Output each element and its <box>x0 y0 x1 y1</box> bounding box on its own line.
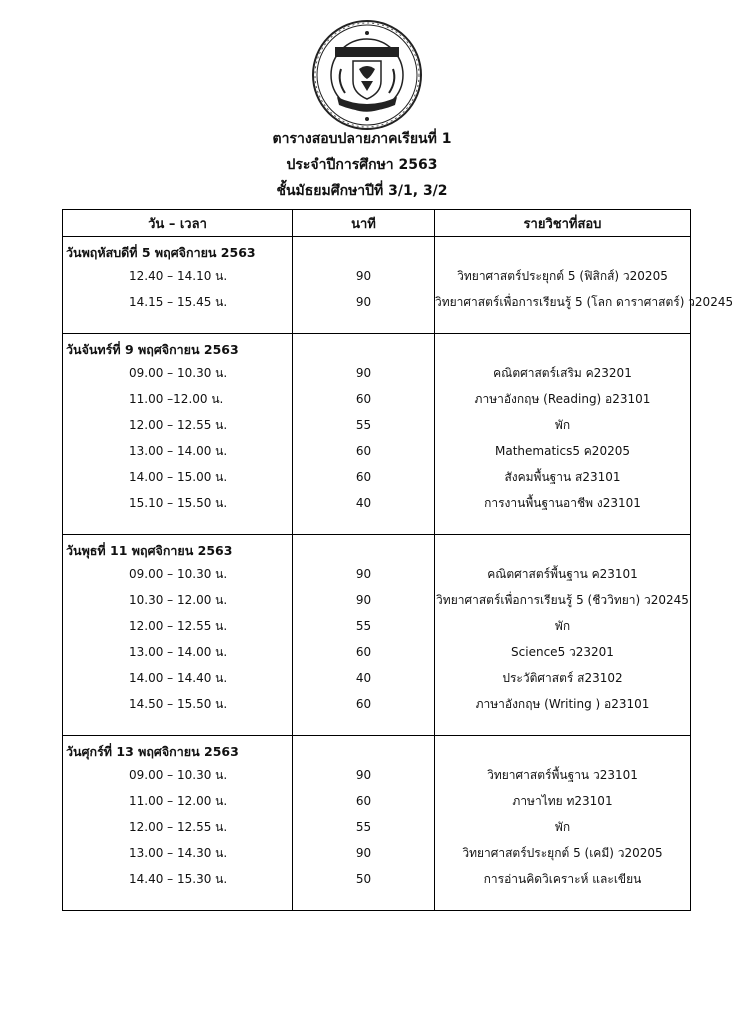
minutes-cell: 60 <box>293 788 435 814</box>
table-row <box>63 665 691 691</box>
minutes-cell: 40 <box>293 490 435 516</box>
table-row <box>63 561 691 587</box>
time-cell: 13.00 – 14.00 น. <box>63 438 293 464</box>
time-cell: 14.00 – 14.40 น. <box>63 665 293 691</box>
empty-cell <box>293 237 435 264</box>
table-row <box>63 464 691 490</box>
time-cell: 13.00 – 14.00 น. <box>63 639 293 665</box>
table-row <box>63 360 691 386</box>
minutes-cell: 90 <box>293 840 435 866</box>
exam-schedule-table <box>62 209 733 911</box>
table-row <box>63 412 691 438</box>
table-row <box>63 613 691 639</box>
table-row <box>63 788 691 814</box>
document-title: ตารางสอบปลายภาคเรียนที่ 1 <box>272 131 452 147</box>
spacer-row <box>63 315 691 334</box>
time-cell: 12.00 – 12.55 น. <box>63 814 293 840</box>
academic-year: ประจำปีการศึกษา 2563 <box>286 157 438 173</box>
day-header-row <box>63 334 691 361</box>
subject-cell: พัก <box>435 412 691 438</box>
spacer-row <box>63 892 691 911</box>
day-header-row <box>63 535 691 562</box>
minutes-cell: 90 <box>293 561 435 587</box>
subject-cell: วิทยาศาสตร์พื้นฐาน ว23101 <box>435 762 691 788</box>
minutes-cell: 60 <box>293 386 435 412</box>
subject-cell: ภาษาไทย ท23101 <box>435 788 691 814</box>
column-header-subject: รายวิชาที่สอบ <box>435 210 691 237</box>
subject-cell: ภาษาอังกฤษ (Reading) อ23101 <box>435 386 691 412</box>
empty-cell <box>63 516 293 535</box>
time-cell: 12.00 – 12.55 น. <box>63 613 293 639</box>
time-cell: 10.30 – 12.00 น. <box>63 587 293 613</box>
empty-cell <box>435 535 691 562</box>
table-row <box>63 289 691 315</box>
subject-cell: คณิตศาสตร์พื้นฐาน ค23101 <box>435 561 691 587</box>
time-cell: 14.50 – 15.50 น. <box>63 691 293 717</box>
time-cell: 15.10 – 15.50 น. <box>63 490 293 516</box>
column-header-day-time: วัน – เวลา <box>63 210 293 237</box>
minutes-cell: 40 <box>293 665 435 691</box>
school-seal-logo <box>311 19 423 131</box>
day-label: วันพุธที่ 11 พฤศจิกายน 2563 <box>63 535 293 562</box>
empty-cell <box>293 315 435 334</box>
empty-cell <box>293 516 435 535</box>
day-label: วันจันทร์ที่ 9 พฤศจิกายน 2563 <box>63 334 293 361</box>
time-cell: 12.00 – 12.55 น. <box>63 412 293 438</box>
minutes-cell: 55 <box>293 412 435 438</box>
grade-level: ชั้นมัธยมศึกษาปีที่ 3/1, 3/2 <box>276 183 448 199</box>
empty-cell <box>293 892 435 911</box>
minutes-cell: 55 <box>293 613 435 639</box>
spacer-row <box>63 717 691 736</box>
minutes-cell: 50 <box>293 866 435 892</box>
empty-cell <box>435 736 691 763</box>
subject-cell: วิทยาศาสตร์เพื่อการเรียนรู้ 5 (โลก ดาราศาสตร์) ว20245 <box>435 289 691 315</box>
minutes-cell: 60 <box>293 464 435 490</box>
time-cell: 13.00 – 14.30 น. <box>63 840 293 866</box>
empty-cell <box>293 717 435 736</box>
table-row <box>63 840 691 866</box>
table-row <box>63 814 691 840</box>
table-row <box>63 866 691 892</box>
time-cell: 14.15 – 15.45 น. <box>63 289 293 315</box>
minutes-cell: 90 <box>293 360 435 386</box>
day-header-row <box>63 237 691 264</box>
day-label: วันศุกร์ที่ 13 พฤศจิกายน 2563 <box>63 736 293 763</box>
subject-cell: การอ่านคิดวิเคราะห์ และเขียน <box>435 866 691 892</box>
empty-cell <box>63 717 293 736</box>
minutes-cell: 55 <box>293 814 435 840</box>
empty-cell <box>435 334 691 361</box>
time-cell: 09.00 – 10.30 น. <box>63 561 293 587</box>
time-cell: 14.00 – 15.00 น. <box>63 464 293 490</box>
subject-cell: พัก <box>435 613 691 639</box>
spacer-row <box>63 516 691 535</box>
minutes-cell: 90 <box>293 762 435 788</box>
time-cell: 09.00 – 10.30 น. <box>63 762 293 788</box>
minutes-cell: 90 <box>293 289 435 315</box>
table-row <box>63 438 691 464</box>
table-row <box>63 490 691 516</box>
time-cell: 12.40 – 14.10 น. <box>63 263 293 289</box>
table-row <box>63 691 691 717</box>
empty-cell <box>435 237 691 264</box>
column-header-minutes: นาที <box>293 210 435 237</box>
table-row <box>63 263 691 289</box>
subject-cell: ประวัติศาสตร์ ส23102 <box>435 665 691 691</box>
minutes-cell: 60 <box>293 438 435 464</box>
minutes-cell: 90 <box>293 263 435 289</box>
time-cell: 11.00 – 12.00 น. <box>63 788 293 814</box>
empty-cell <box>63 892 293 911</box>
empty-cell <box>293 535 435 562</box>
minutes-cell: 60 <box>293 691 435 717</box>
subject-cell: สังคมพื้นฐาน ส23101 <box>435 464 691 490</box>
table-row <box>63 587 691 613</box>
table-row <box>63 639 691 665</box>
empty-cell <box>435 717 691 736</box>
time-cell: 14.40 – 15.30 น. <box>63 866 293 892</box>
subject-cell: วิทยาศาสตร์ประยุกต์ 5 (ฟิสิกส์) ว20205 <box>435 263 691 289</box>
empty-cell <box>293 736 435 763</box>
empty-cell <box>435 892 691 911</box>
subject-cell: ภาษาอังกฤษ (Writing ) อ23101 <box>435 691 691 717</box>
time-cell: 11.00 –12.00 น. <box>63 386 293 412</box>
subject-cell: Science5 ว23201 <box>435 639 691 665</box>
minutes-cell: 90 <box>293 587 435 613</box>
subject-cell: พัก <box>435 814 691 840</box>
subject-cell: คณิตศาสตร์เสริม ค23201 <box>435 360 691 386</box>
table-row <box>63 386 691 412</box>
day-label: วันพฤหัสบดีที่ 5 พฤศจิกายน 2563 <box>63 237 293 264</box>
empty-cell <box>63 315 293 334</box>
subject-cell: Mathematics5 ค20205 <box>435 438 691 464</box>
subject-cell: การงานพื้นฐานอาชีพ ง23101 <box>435 490 691 516</box>
empty-cell <box>435 516 691 535</box>
table-row <box>63 762 691 788</box>
table-header-row <box>63 210 691 237</box>
subject-cell: วิทยาศาสตร์เพื่อการเรียนรู้ 5 (ชีววิทยา) ว20245 <box>435 587 691 613</box>
empty-cell <box>293 334 435 361</box>
subject-cell: วิทยาศาสตร์ประยุกต์ 5 (เคมี) ว20205 <box>435 840 691 866</box>
time-cell: 09.00 – 10.30 น. <box>63 360 293 386</box>
day-header-row <box>63 736 691 763</box>
empty-cell <box>435 315 691 334</box>
minutes-cell: 60 <box>293 639 435 665</box>
